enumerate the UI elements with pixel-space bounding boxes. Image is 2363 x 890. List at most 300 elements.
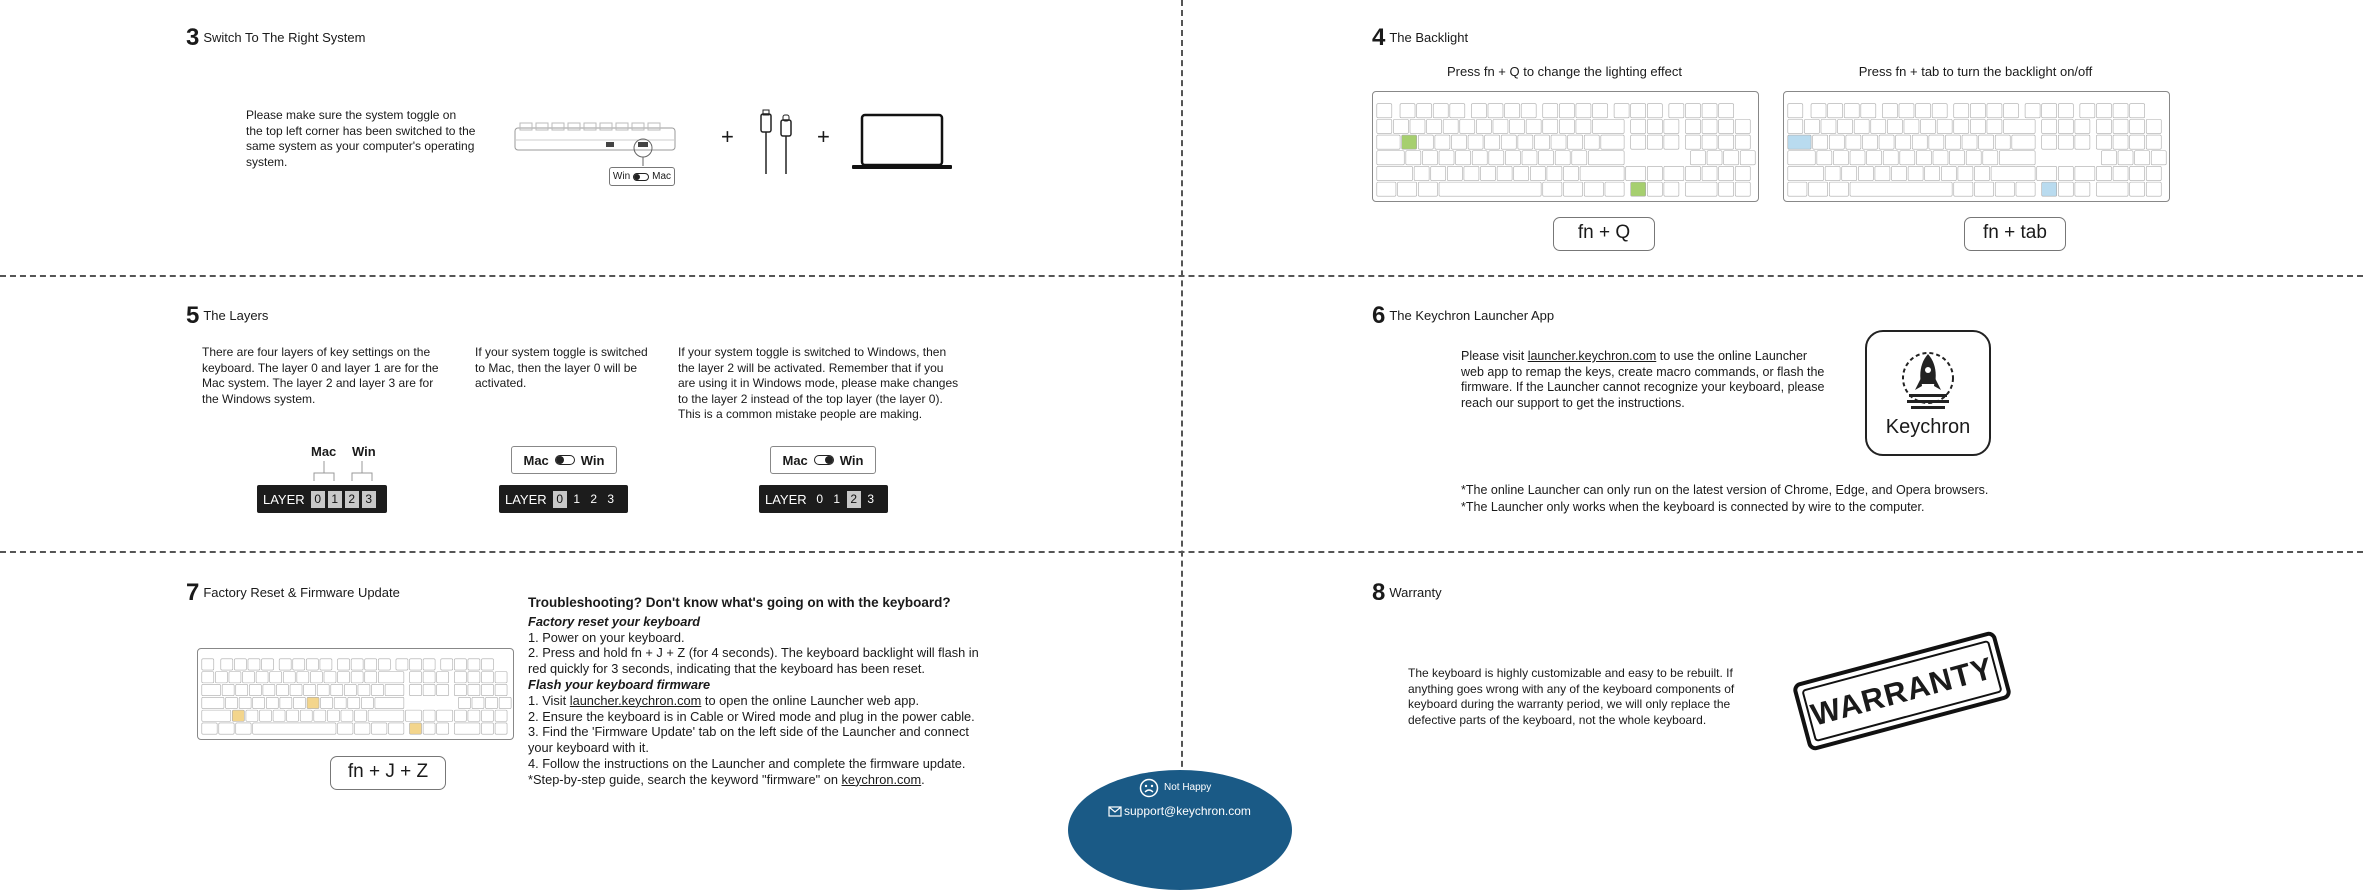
keycap [486, 697, 498, 708]
keycap [410, 659, 422, 670]
vertical-divider [1181, 0, 1183, 827]
keycap [355, 723, 370, 734]
layer-indicator-all [257, 485, 387, 513]
win-label: Win [839, 452, 864, 468]
keycap [2096, 119, 2111, 133]
keycap [1788, 119, 1803, 133]
keycap [1526, 119, 1541, 133]
keycap [1958, 166, 1973, 180]
keycap [1858, 166, 1873, 180]
keycap [1707, 151, 1722, 165]
keycap [1402, 135, 1417, 149]
keycap [1882, 104, 1897, 118]
keycap [1505, 104, 1520, 118]
keycap [1945, 135, 1960, 149]
keycap [1377, 135, 1400, 149]
keycap [1867, 151, 1882, 165]
layer-bracket-lines [300, 459, 390, 487]
keycap [410, 723, 422, 734]
section-title-text: Warranty [1389, 585, 1442, 600]
keycap [1568, 135, 1583, 149]
keycap [2135, 151, 2150, 165]
keycap [1493, 119, 1508, 133]
keycap [256, 672, 268, 683]
keycap [1664, 119, 1679, 133]
keycap [2113, 119, 2128, 133]
keycap [1664, 166, 1684, 180]
support-email[interactable]: support@keychron.com [1124, 804, 1251, 818]
keycap [372, 684, 384, 695]
flash-step-2: 2. Ensure the keyboard is in Cable or Wired mode and plug in the power cable. [528, 708, 975, 724]
keycap [1489, 151, 1504, 165]
section-title-text: Factory Reset & Firmware Update [203, 585, 400, 600]
keycap [468, 710, 480, 721]
keycap [361, 697, 373, 708]
keychron-logo-text: Keychron [1885, 416, 1971, 438]
keycap [1735, 119, 1750, 133]
keycap [310, 672, 322, 683]
keycap [1547, 166, 1562, 180]
section-number: 5 [186, 302, 200, 329]
keycap [1377, 166, 1413, 180]
keycap [1719, 104, 1734, 118]
keycap [1468, 135, 1483, 149]
backlight-effect-caption: Press fn + Q to change the lighting effect [1447, 64, 1682, 79]
keycap [1593, 104, 1608, 118]
keycap [2058, 119, 2073, 133]
keycap [1481, 166, 1496, 180]
layer-2-key: 2 [590, 491, 598, 506]
keycap [481, 659, 493, 670]
keycap [1995, 135, 2010, 149]
keycap [405, 710, 421, 721]
mac-label: Mac [311, 444, 337, 459]
sad-face-icon [1139, 778, 1159, 798]
keycap [1788, 182, 1807, 196]
win-label: Win [580, 452, 605, 468]
keycap [1439, 151, 1454, 165]
keycap [1488, 104, 1503, 118]
launcher-link[interactable]: launcher.keychron.com [569, 692, 702, 708]
section-number: 3 [186, 24, 200, 51]
usb-cable-icon [755, 108, 799, 176]
layer-0-key: 0 [553, 491, 567, 508]
keycap [2042, 182, 2057, 196]
keycap [1991, 166, 2035, 180]
keycap [1563, 182, 1582, 196]
keycap [1813, 135, 1828, 149]
launcher-text-pre: Please visit [1461, 349, 1528, 363]
layer-3-key: 3 [607, 491, 615, 506]
keycap [317, 684, 329, 695]
keycap [2146, 166, 2161, 180]
keycap [1417, 104, 1432, 118]
keycap [410, 684, 422, 695]
keycap [253, 697, 265, 708]
keycap [1861, 104, 1876, 118]
troubleshooting-block [528, 595, 983, 788]
keycap [1450, 104, 1465, 118]
keycap [499, 697, 511, 708]
keycap [2146, 119, 2161, 133]
keycap [351, 672, 363, 683]
keycap [246, 710, 258, 721]
mac-label: Mac [523, 452, 549, 468]
keycap [1916, 151, 1931, 165]
launcher-link[interactable]: launcher.keychron.com [1527, 349, 1657, 363]
keycap [1817, 151, 1832, 165]
keycap [454, 710, 466, 721]
keycap [1735, 166, 1750, 180]
keycap [1393, 119, 1408, 133]
layer-label: LAYER [263, 491, 305, 507]
keycap [423, 659, 435, 670]
section-title-text: The Keychron Launcher App [1389, 308, 1555, 323]
keycap [1829, 135, 1844, 149]
keycap [263, 684, 275, 695]
keycap [2146, 182, 2161, 196]
keycap [410, 672, 422, 683]
keycap [385, 684, 404, 695]
keycap [1685, 135, 1700, 149]
keycap [2058, 135, 2073, 149]
windows-layer-explanation: If your system toggle is switched to Windows, then the layer 2 will be activated. Remember that if you are using it in Windows mode, please make changes to the layer 2 instead of the top layer (the layer 0). This is a common mistake people are making. [678, 345, 959, 421]
keycap [2096, 182, 2128, 196]
keycap [324, 672, 336, 683]
keycap [1719, 135, 1734, 149]
keycap [2096, 135, 2111, 149]
keycap [202, 672, 214, 683]
keycap [481, 672, 493, 683]
keycap [283, 672, 295, 683]
firmware-guide-note [528, 772, 983, 788]
keycap [1685, 104, 1700, 118]
keycap [1584, 135, 1599, 149]
keycap [1811, 104, 1826, 118]
keycap [481, 723, 493, 734]
keycap [1809, 182, 1828, 196]
layer-2-key: 2 [847, 491, 861, 508]
keycap [2058, 182, 2073, 196]
keyboard-illustration-fn-tab [1783, 91, 2170, 202]
keycap [441, 659, 453, 670]
keycap [236, 684, 248, 695]
keycap [1871, 119, 1886, 133]
keycap [437, 710, 453, 721]
keycap [2075, 166, 2095, 180]
keycap [1614, 104, 1629, 118]
keycap [1828, 104, 1843, 118]
keycap [378, 659, 390, 670]
keycap [1788, 135, 1811, 149]
keycap [1879, 135, 1894, 149]
keycap [396, 659, 408, 670]
keycap [468, 659, 480, 670]
keycap [365, 659, 377, 670]
keycap [2042, 104, 2057, 118]
keycap [2042, 119, 2057, 133]
keychron-link[interactable]: keychron.com [841, 771, 922, 787]
keycap [273, 710, 285, 721]
keycap [1724, 151, 1739, 165]
win-label: Win [352, 444, 376, 459]
keycap [2058, 166, 2073, 180]
plus-sign: + [817, 124, 830, 149]
support-badge[interactable] [1068, 770, 1292, 890]
keycap [1543, 104, 1558, 118]
keycap [1443, 119, 1458, 133]
keycap [1456, 151, 1471, 165]
keycap [1950, 151, 1965, 165]
keycap [297, 672, 309, 683]
keycap [290, 684, 302, 695]
mac-label: Mac [782, 452, 808, 468]
keycap [1572, 151, 1587, 165]
keycap [2012, 135, 2035, 149]
flash-step-3: 3. Find the 'Firmware Update' tab on the left side of the Launcher and connect your keyboard with it. [528, 724, 969, 756]
keycap [1842, 166, 1857, 180]
horizontal-divider-1 [0, 275, 2363, 277]
keycap [481, 684, 493, 695]
keycap [202, 723, 217, 734]
keycap [1664, 135, 1679, 149]
keycap [243, 672, 255, 683]
keycap [1735, 135, 1750, 149]
keycap [304, 684, 316, 695]
keycap [239, 697, 251, 708]
keycap [423, 710, 435, 721]
keycap [1584, 182, 1603, 196]
section-8-title [1372, 579, 1442, 607]
keycap [2118, 151, 2133, 165]
keycap [202, 710, 231, 721]
reset-step-1: 1. Power on your keyboard. [528, 629, 685, 645]
fn-tab-combo-box: fn + tab [1964, 217, 2066, 251]
keycap [1588, 151, 1624, 165]
flash-step-1-pre: 1. Visit [528, 692, 570, 708]
keycap [1439, 182, 1541, 196]
flash-firmware-heading: Flash your keyboard firmware [528, 676, 711, 692]
keycap [1788, 104, 1803, 118]
keycap [1605, 182, 1624, 196]
keycap [293, 697, 305, 708]
keycap [468, 684, 480, 695]
keycap [1631, 135, 1646, 149]
keycap [253, 723, 336, 734]
keycap [437, 672, 449, 683]
keycap [1422, 151, 1437, 165]
keycap [1647, 104, 1662, 118]
keycap [468, 672, 480, 683]
keycap [2130, 166, 2145, 180]
keycap [1510, 119, 1525, 133]
keycap [222, 684, 234, 695]
keycap [1435, 135, 1450, 149]
layer-label: LAYER [765, 491, 807, 507]
browser-support-note: *The online Launcher can only run on the latest version of Chrome, Edge, and Opera browsers. [1461, 483, 1989, 497]
keycap [1788, 166, 1824, 180]
keycap [1844, 104, 1859, 118]
keycap [1987, 119, 2002, 133]
keycap [1427, 119, 1442, 133]
os-toggle-label [609, 167, 675, 186]
guide-note-post: . [921, 771, 925, 787]
keycap [1472, 151, 1487, 165]
keycap [454, 723, 480, 734]
keycap [279, 659, 291, 670]
keycap [495, 723, 507, 734]
keycap [1908, 166, 1923, 180]
layer-1-key: 1 [328, 491, 342, 508]
keycap [1471, 104, 1486, 118]
keycap [1838, 119, 1853, 133]
keycap [2037, 166, 2057, 180]
keycap [368, 710, 404, 721]
keycap [248, 659, 260, 670]
keycap [2096, 166, 2111, 180]
keycap [423, 723, 435, 734]
keycap [1418, 135, 1433, 149]
keycap [1447, 166, 1462, 180]
section-number: 7 [186, 579, 200, 606]
keycap [1974, 182, 1993, 196]
keycap [327, 710, 339, 721]
keycap [1647, 182, 1662, 196]
keycap [1647, 166, 1662, 180]
mac-toggle-illustration [511, 446, 617, 474]
keycap [1740, 151, 1755, 165]
keycap [276, 684, 288, 695]
factory-reset-heading: Factory reset your keyboard [528, 613, 701, 629]
keycap [1904, 119, 1919, 133]
keycap [1892, 166, 1907, 180]
keycap [249, 684, 261, 695]
keycap [1719, 166, 1734, 180]
keycap [1631, 119, 1646, 133]
keycap [2058, 104, 2073, 118]
win-label: Win [612, 171, 631, 182]
keycap [1377, 104, 1392, 118]
warranty-stamp [1792, 630, 2013, 752]
keycap [437, 723, 449, 734]
keycap [1460, 119, 1475, 133]
keycap [202, 659, 214, 670]
keycap [1555, 151, 1570, 165]
keycap [472, 697, 484, 708]
keycap [2151, 151, 2166, 165]
keycap [375, 697, 404, 708]
keycap [358, 684, 370, 695]
keycap [2113, 166, 2128, 180]
horizontal-divider-2 [0, 551, 2363, 553]
keycap [334, 697, 346, 708]
plus-sign: + [721, 124, 734, 149]
layer-indicator-win [759, 485, 888, 513]
section-number: 8 [1372, 579, 1386, 606]
keycap [1702, 166, 1717, 180]
keycap [1954, 119, 1969, 133]
keycap [300, 710, 312, 721]
keycap [307, 697, 319, 708]
keycap [260, 710, 272, 721]
keycap [215, 672, 227, 683]
keycap [1854, 119, 1869, 133]
layer-1-key: 1 [833, 491, 841, 506]
fn-j-z-combo-box: fn + J + Z [330, 756, 446, 790]
keycap [1970, 104, 1985, 118]
keycap [423, 684, 435, 695]
keycap [1539, 151, 1554, 165]
keycap [1995, 182, 2014, 196]
keycap [338, 723, 353, 734]
keycap [1702, 135, 1717, 149]
layer-0-key: 0 [816, 491, 824, 506]
keycap [229, 672, 241, 683]
keycap [1601, 135, 1624, 149]
keycap [1719, 182, 1734, 196]
backlight-toggle-caption: Press fn + tab to turn the backlight on/off [1858, 64, 2093, 79]
keycap [280, 697, 292, 708]
keycap [1497, 166, 1512, 180]
toggle-switch-icon [814, 455, 834, 465]
keycap [1825, 166, 1840, 180]
keycap [458, 697, 470, 708]
layer-3-key: 3 [362, 491, 376, 508]
keycap [1850, 182, 1952, 196]
keycap [1702, 119, 1717, 133]
keycap [1476, 119, 1491, 133]
keyboard-illustration-fn-q [1372, 91, 1759, 202]
keycap [388, 723, 403, 734]
section-4-title [1372, 24, 1468, 52]
keycap [1875, 166, 1890, 180]
keycap [495, 684, 507, 695]
mac-layer-explanation: If your system toggle is switched to Mac, then the layer 0 will be activated. [475, 345, 648, 390]
reset-step-2: 2. Press and hold fn + J + Z (for 4 seconds). The keyboard backlight will flash in red quickly for 3 seconds, indicating that the keyboard has been reset. [528, 645, 979, 677]
keycap [1669, 104, 1684, 118]
keycap [1912, 135, 1927, 149]
keycap [2080, 104, 2095, 118]
keycap [1431, 166, 1446, 180]
keycap [320, 659, 332, 670]
keycap [1925, 166, 1940, 180]
keycap [338, 672, 350, 683]
keycap [1664, 182, 1679, 196]
layer-3-key: 3 [867, 491, 875, 506]
keycap [1410, 119, 1425, 133]
keycap [454, 659, 466, 670]
keycap [2004, 119, 2036, 133]
launcher-instructions [1461, 349, 1827, 411]
keycap [287, 710, 299, 721]
keycap [270, 672, 282, 683]
mac-label: Mac [652, 171, 672, 182]
keycap [2016, 182, 2035, 196]
layer-1-key: 1 [573, 491, 581, 506]
keycap [1451, 135, 1466, 149]
keycap [1846, 135, 1861, 149]
keycap [341, 710, 353, 721]
keyboard-illustration-fn-j-z [197, 648, 514, 740]
keycap [1804, 119, 1819, 133]
keycap [1887, 119, 1902, 133]
keycap [1514, 166, 1529, 180]
keycap [1929, 135, 1944, 149]
layer-label: LAYER [505, 491, 547, 507]
warranty-text: The keyboard is highly customizable and easy to be rebuilt. If anything goes wrong with any of the keyboard components of keyboard during the warranty period, we will only replace the defective parts of the keyboard, not the whole keyboard. [1408, 666, 1735, 727]
keycap [1983, 151, 1998, 165]
keycap [1433, 104, 1448, 118]
